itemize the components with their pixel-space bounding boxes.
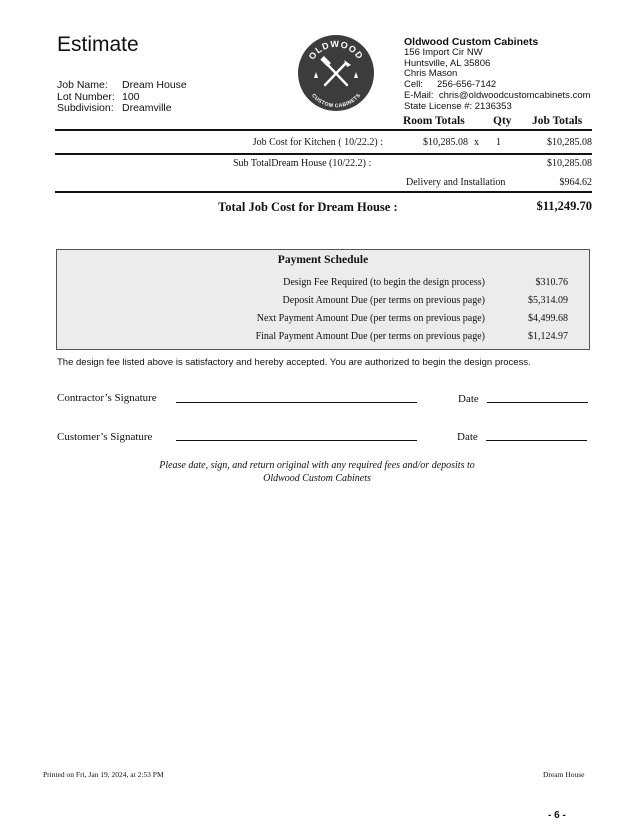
total-divider <box>55 191 592 193</box>
customer-date-line[interactable] <box>486 440 587 441</box>
acceptance-text: The design fee listed above is satisfactory and hereby accepted. You are authorized to begin the design process. <box>57 357 531 368</box>
return-note-line1: Please date, sign, and return original with any required fees and/or deposits to <box>159 460 475 471</box>
total-label: Total Job Cost for Dream House : <box>218 200 398 214</box>
return-note-line2: Oldwood Custom Cabinets <box>263 473 371 484</box>
company-name: Oldwood Custom Cabinets <box>404 36 539 48</box>
job-cost-total: $10,285.08 <box>547 137 592 148</box>
logo-top-text: OLDWOOD <box>306 38 366 62</box>
contractor-date-line[interactable] <box>487 402 588 403</box>
document-title: Estimate <box>57 33 139 56</box>
customer-signature-label: Customer’s Signature <box>57 431 153 443</box>
payment-schedule-box: Payment Schedule Design Fee Required (to begin the design process) $310.76 Deposit Amount Due (per terms on previous page) $5,314.09 Next Payment Amount Due (per terms on previous page) $4,499.68 Final Payment Amount Due (per terms on previous page) $1,124.97 <box>56 249 590 350</box>
job-info <box>57 80 187 115</box>
footer-job-name: Dream House <box>543 770 585 779</box>
contractor-signature-line[interactable] <box>176 402 417 403</box>
company-address2: Huntsville, AL 35806 <box>404 57 491 69</box>
header-divider <box>55 129 592 131</box>
row-divider <box>55 153 592 155</box>
contractor-signature-label: Contractor’s Signature <box>57 392 157 404</box>
lot-number-row: Lot Number: 100 <box>57 90 140 103</box>
payment-schedule-title: Payment Schedule <box>277 254 369 266</box>
col-room-totals: Room Totals <box>403 115 465 127</box>
delivery-value: $964.62 <box>559 177 592 188</box>
total-value: $11,249.70 <box>536 199 592 213</box>
contractor-date-label: Date <box>458 393 479 405</box>
job-cost-qty: 1 <box>496 137 501 148</box>
company-logo <box>297 34 375 112</box>
delivery-label: Delivery and Installation <box>406 177 506 188</box>
job-cost-x: x <box>474 137 479 148</box>
printed-timestamp: Printed on Fri, Jan 19, 2024, at 2:53 PM <box>43 770 164 779</box>
job-name-row: Job Name: Dream House <box>57 79 187 91</box>
company-license: State License #: 2136353 <box>404 100 512 112</box>
customer-date-label: Date <box>457 431 478 443</box>
job-cost-room: $10,285.08 <box>423 137 468 148</box>
customer-signature-line[interactable] <box>176 440 417 441</box>
subtotal-label: Sub TotalDream House (10/22.2) : <box>233 158 372 169</box>
company-contact: Chris Mason <box>404 68 458 80</box>
company-email: E-Mail: chris@oldwoodcustomcabinets.com <box>404 89 591 101</box>
col-qty: Qty <box>493 115 512 127</box>
col-job-totals: Job Totals <box>532 115 583 127</box>
company-info <box>404 37 591 113</box>
logo-bottom-text: CUSTOM CABINETS <box>310 92 362 110</box>
company-cell: Cell: 256-656-7142 <box>404 79 497 91</box>
job-cost-label: Job Cost for Kitchen ( 10/22.2) : <box>252 137 383 148</box>
company-address1: 156 Import Cir NW <box>404 46 483 58</box>
subdivision-row: Subdivision: Dreamville <box>57 102 172 114</box>
page-number: - 6 - <box>548 810 566 821</box>
subtotal-value: $10,285.08 <box>547 158 592 169</box>
